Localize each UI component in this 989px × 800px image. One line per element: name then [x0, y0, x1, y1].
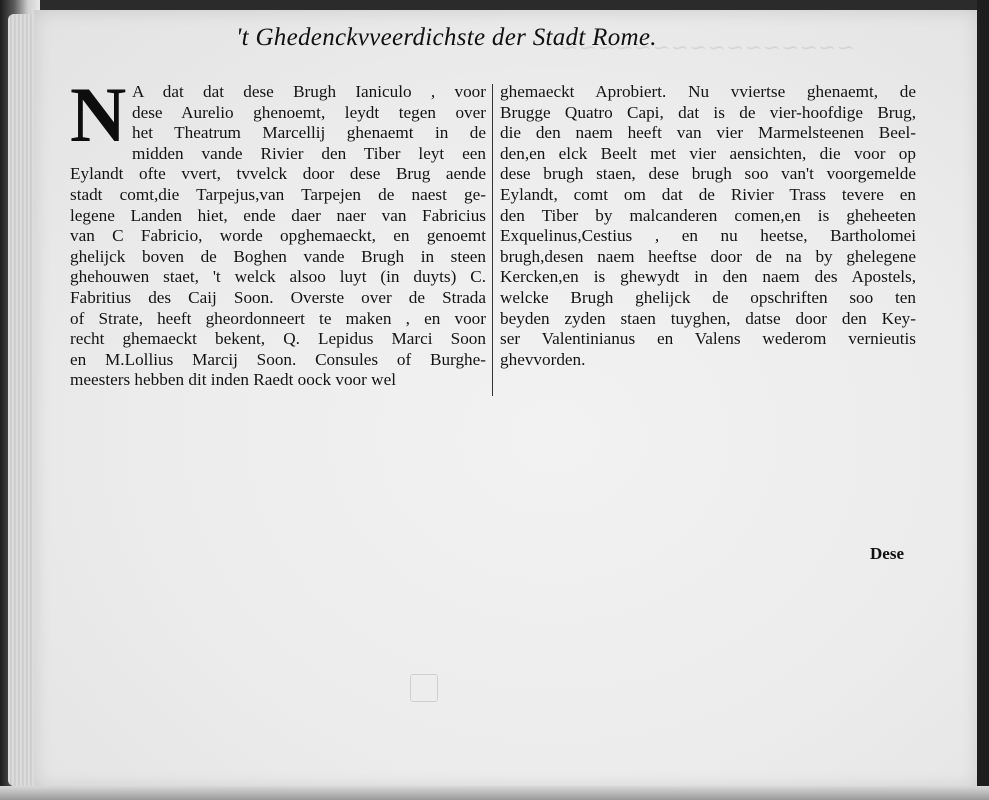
text-line: A dat dat dese Brugh Ianiculo , voor — [132, 82, 486, 101]
text-line: den Tiber by malcanderen comen,en is gheheeten — [500, 205, 916, 225]
text-line: brugh,desen naem heeftse door de na by ghelegene — [500, 246, 916, 266]
bottom-border — [0, 786, 989, 800]
paper-mark — [410, 674, 438, 702]
text-line: Eylandt, comt om dat de Rivier Trass tevere en — [500, 184, 916, 204]
text-line: ghelijck boven de Boghen vande Brugh in steen — [70, 246, 486, 266]
text-line: meesters hebben dit inden Raedt oock voor wel — [70, 370, 396, 390]
text-line: ghevvorden. — [500, 349, 586, 369]
text-line: dese brugh staen, dese brugh soo van't voorgemelde — [500, 164, 916, 184]
text-line: het Theatrum Marcellij ghenaemt in de — [132, 123, 486, 143]
text-line: Exquelinus,Cestius , en nu heetse, Bartholomei — [500, 226, 916, 246]
text-line: beyden zyden staen tuyghen, datse door den Key- — [500, 308, 916, 328]
page-title: 't Ghedenckvveerdichste der Stadt Rome. — [236, 24, 657, 51]
text-line: welcke Brugh ghelijck de opschriften soo ten — [500, 287, 916, 307]
right-text-column — [500, 82, 916, 370]
text-line: en M.Lollius Marcij Soon. Consules of Burghe- — [70, 349, 486, 369]
text-line: Eylandt ofte vvert, tvvelck door dese Brug aende — [70, 164, 486, 184]
text-line: of Strate, heeft gheordonneert te maken , en voor — [70, 308, 486, 328]
text-line: Kercken,en is ghewydt in den naem des Apostels, — [500, 267, 916, 287]
text-line: den,en elck Beelt met vier aensichten, die voor op — [500, 143, 916, 163]
text-line: ghemaeckt Aprobiert. Nu vviertse ghenaemt, de — [500, 82, 916, 101]
text-line: stadt comt,die Tarpejus,van Tarpejen de naest ge- — [70, 184, 486, 204]
text-line: midden vande Rivier den Tiber leyt een — [132, 143, 486, 163]
text-line: die den naem heeft van vier Marmelsteenen Beel- — [500, 123, 916, 143]
text-line: van C Fabricio, worde opghemaeckt, en genoemt — [70, 226, 486, 246]
bleed-through-text: ~~~~~~~~~~~~~~~~ — [560, 36, 855, 61]
text-line: ghehouwen staet, 't welck alsoo luyt (in duyts) C. — [70, 267, 486, 287]
text-line: ser Valentinianus en Valens wederom vernieutis — [500, 329, 916, 349]
text-line: legene Landen hiet, ende daer naer van Fabricius — [70, 205, 486, 225]
left-text-column — [70, 71, 486, 391]
text-line: recht ghemaeckt bekent, Q. Lepidus Marci Soon — [70, 329, 486, 349]
column-divider — [492, 84, 493, 396]
drop-capital: N — [70, 71, 127, 158]
text-line: dese Aurelio ghenoemt, leydt tegen over — [132, 102, 486, 122]
right-border — [977, 0, 989, 800]
text-line: Fabritius des Caij Soon. Overste over de Strada — [70, 287, 486, 307]
catchword: Dese — [870, 544, 904, 563]
text-line: Brugge Quatro Capi, dat is de vier-hoofdige Brug, — [500, 102, 916, 122]
